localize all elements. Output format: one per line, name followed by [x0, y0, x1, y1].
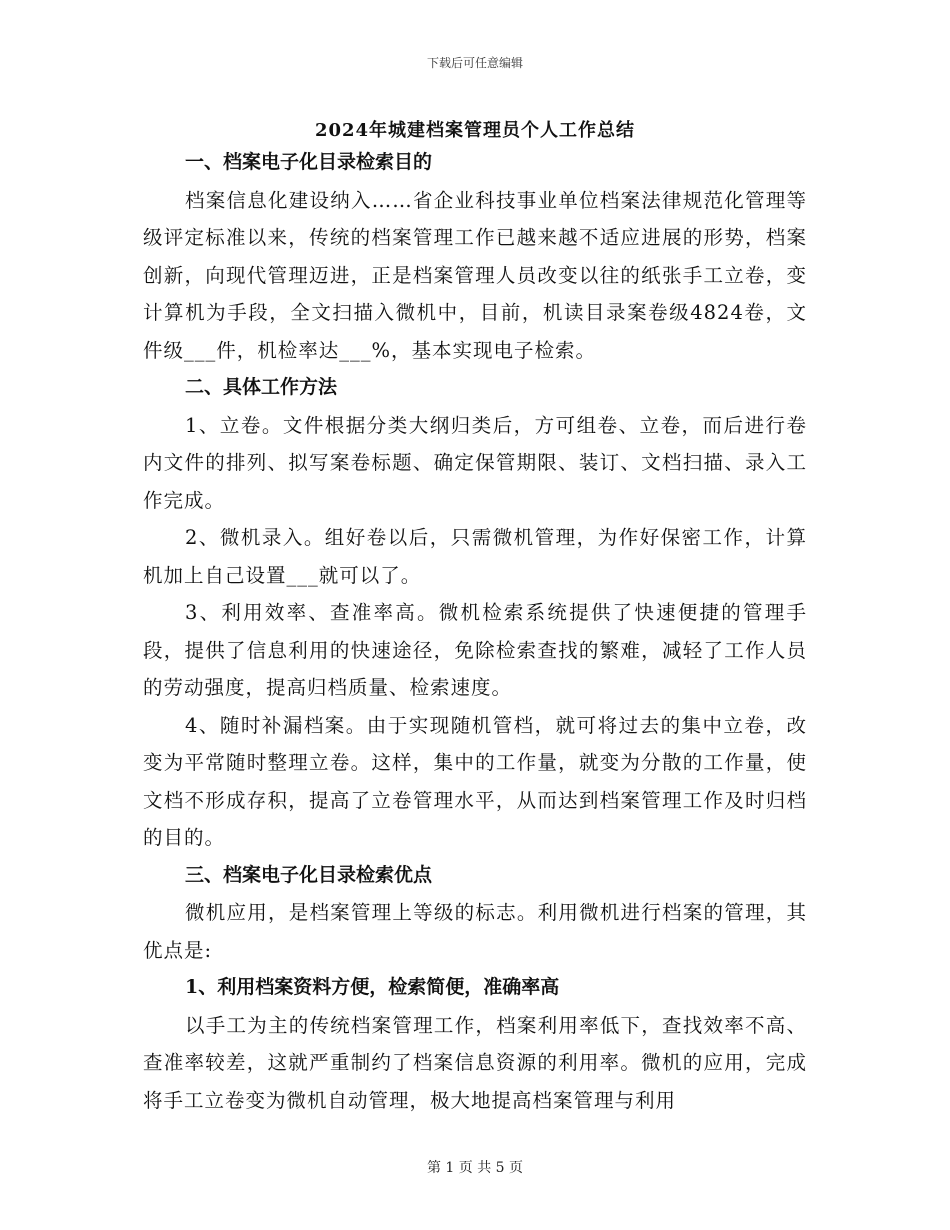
section-heading: 一、档案电子化目录检索目的 [185, 151, 433, 173]
paragraph: 3、利用效率、查准率高。微机检索系统提供了快速便捷的管理手段，提供了信息利用的快速途径，免除检索查找的繁难，减轻了工作人员的劳动强度，提高归档质量、检索速度。 [143, 601, 807, 699]
paragraph: 1、立卷。文件根据分类大纲归类后，方可组卷、立卷，而后进行卷内文件的排列、拟写案卷标题、确定保管期限、装订、文档扫描、录入工作完成。 [143, 413, 807, 512]
section-heading: 三、档案电子化目录检索优点 [185, 863, 433, 886]
paragraph: 档案信息化建设纳入……省企业科技事业单位档案法律规范化管理等级评定标准以来，传统的档案管理工作已越来越不适应进展的形势，档案创新，向现代管理迈进，正是档案管理人员改变以往的纸张手工立卷，变计算机为手段，全文扫描入微机中，目前，机读目录案卷级4824卷，文件级___件，机检率达___%，基本实现电子检索。 [143, 188, 807, 362]
section-heading: 二、具体工作方法 [185, 376, 338, 398]
paragraph: 4、随时补漏档案。由于实现随机管档，就可将过去的集中立卷，改变为平常随时整理立卷。这样，集中的工作量，就变为分散的工作量，使文档不形成存积，提高了立卷管理水平，从而达到档案管理工作及时归档的目的。 [143, 713, 807, 849]
page-number: 第 1 页 共 5 页 [426, 1160, 524, 1176]
paragraph: 微机应用，是档案管理上等级的标志。利用微机进行档案的管理，其优点是: [143, 901, 807, 962]
document-body [143, 144, 807, 1119]
document-title: 2024年城建档案管理员个人工作总结 [314, 120, 636, 141]
subsection-heading: 1、利用档案资料方便，检索简便，准确率高 [185, 976, 560, 998]
header-note: 下载后可任意编辑 [426, 56, 523, 70]
paragraph: 2、微机录入。组好卷以后，只需微机管理，为作好保密工作，计算机加上自己设置___就可以了。 [143, 526, 807, 587]
paragraph: 以手工为主的传统档案管理工作，档案利用率低下，查找效率不高、查准率较差，这就严重制约了档案信息资源的利用率。微机的应用，完成将手工立卷变为微机自动管理，极大地提高档案管理与利用 [143, 1013, 807, 1112]
